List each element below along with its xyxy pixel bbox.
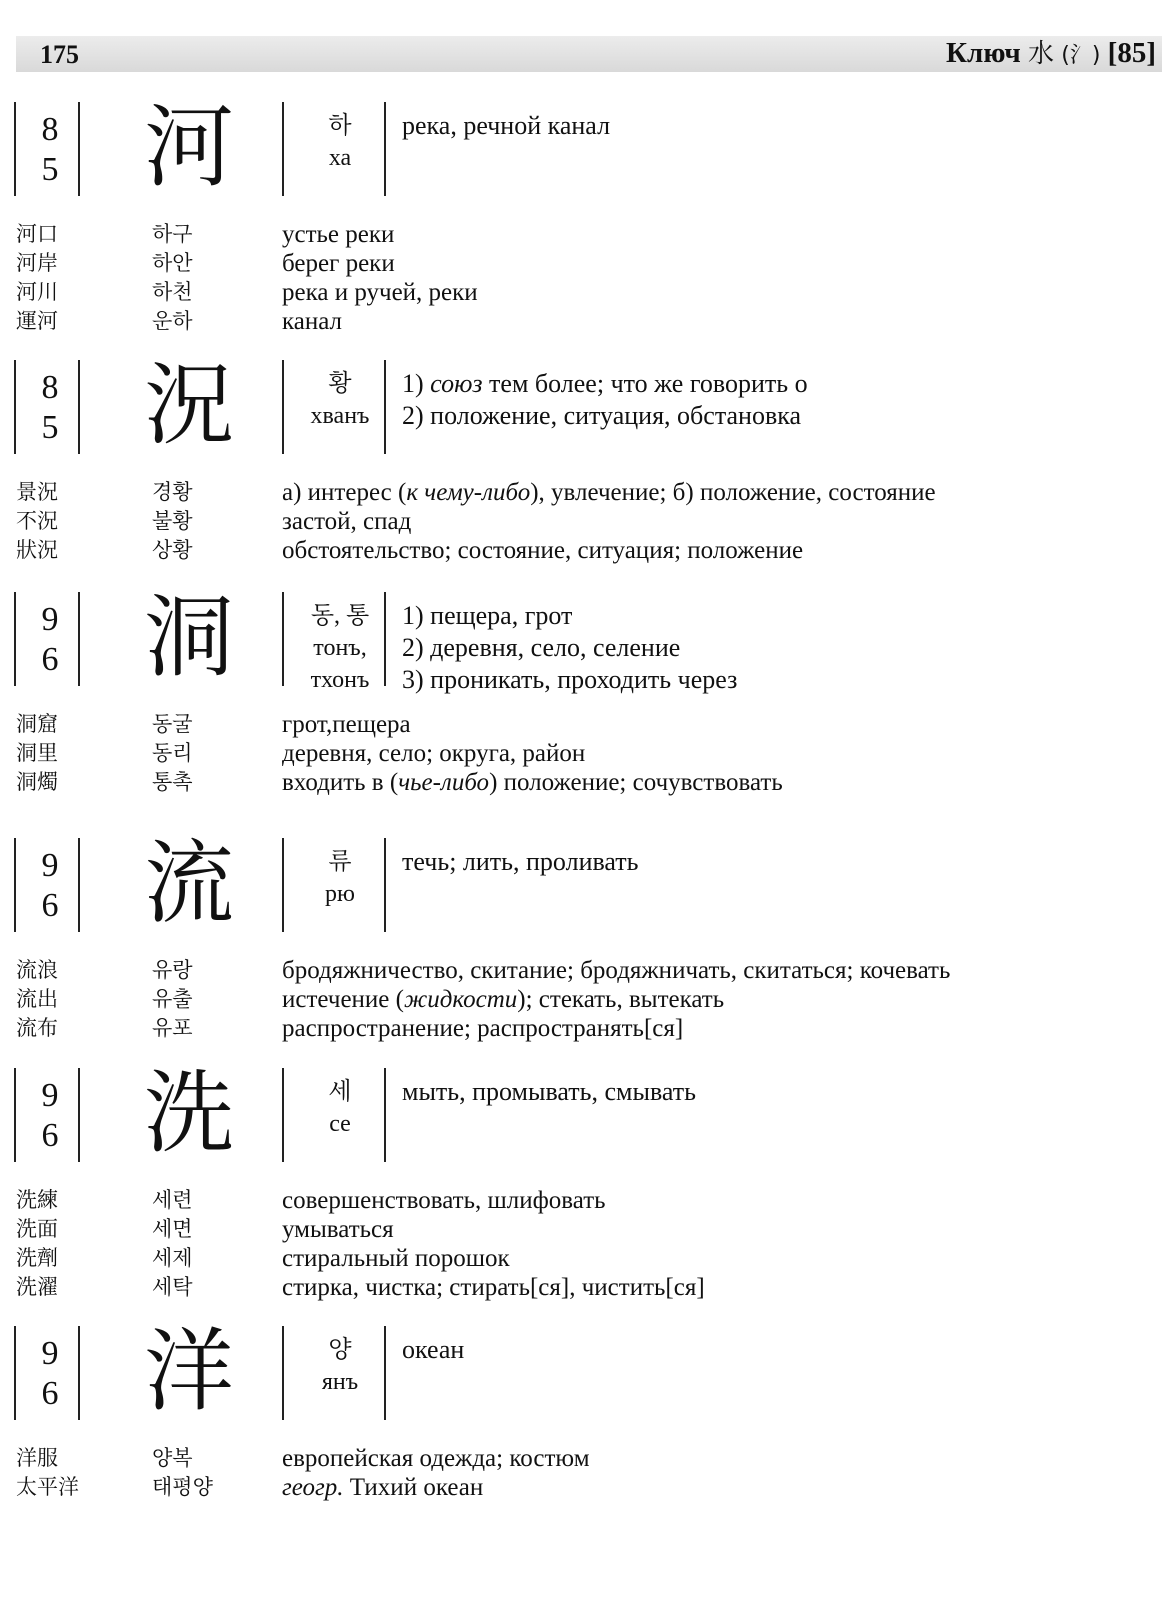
compound-hangul: 하구	[152, 222, 193, 246]
reading-line: 류	[328, 849, 352, 875]
reading-line: ха	[328, 145, 352, 171]
stroke-count	[22, 1076, 78, 1156]
stroke-digit: 8	[41, 111, 59, 148]
compound-row	[0, 1244, 1168, 1273]
meaning-text: 2) деревня, село, селение	[402, 633, 681, 662]
compound-translation	[282, 1473, 483, 1502]
meaning-line	[402, 1334, 1142, 1366]
column-rule	[282, 102, 284, 196]
radical-index: [85]	[1107, 37, 1156, 69]
compound-hanja: 景況	[16, 480, 58, 504]
meaning-line	[402, 368, 1142, 400]
compound-translation	[282, 739, 585, 768]
translation-text: стирка, чистка; стирать[ся], чистить[ся]	[282, 1274, 705, 1301]
compound-translation	[282, 220, 394, 249]
meanings	[402, 1334, 1142, 1366]
translation-text: устье реки	[282, 221, 395, 248]
readings	[290, 600, 390, 696]
compound-row	[0, 536, 1168, 565]
stroke-digit: 9	[41, 847, 59, 884]
reading-line: тонъ,	[313, 635, 367, 661]
compound-row	[0, 768, 1168, 797]
entry-head	[0, 831, 1168, 936]
meanings	[402, 1076, 1142, 1108]
compound-hanja: 洗練	[16, 1188, 58, 1212]
page-number: 175	[40, 40, 79, 69]
entry-head	[0, 1319, 1168, 1424]
compound-row	[0, 985, 1168, 1014]
reading-line: 동, 통	[310, 603, 370, 629]
compounds-list	[0, 956, 1168, 1043]
translation-text: распространение; распространять[ся]	[282, 1015, 684, 1042]
compound-hanja: 不況	[16, 509, 58, 533]
compound-translation	[282, 307, 342, 336]
meaning-line	[402, 600, 1142, 632]
compound-translation	[282, 1186, 606, 1215]
entry-head	[0, 353, 1168, 458]
column-rule	[78, 592, 80, 686]
column-rule	[282, 838, 284, 932]
stroke-digit: 9	[41, 1077, 59, 1114]
compound-hangul: 통촉	[152, 770, 193, 794]
translation-text: умываться	[282, 1216, 394, 1243]
compound-translation	[282, 1244, 510, 1273]
compound-hanja: 洞窟	[16, 712, 58, 736]
compound-row	[0, 1444, 1168, 1473]
readings	[290, 846, 390, 910]
compound-row	[0, 1215, 1168, 1244]
compound-row	[0, 1273, 1168, 1302]
compound-hanja: 洞燭	[16, 770, 58, 794]
meanings	[402, 110, 1142, 142]
reading-line: се	[329, 1111, 351, 1137]
compound-hanja: 流浪	[16, 958, 58, 982]
radical-char: 水	[1027, 39, 1054, 69]
stroke-digit: 6	[41, 1117, 59, 1154]
translation-italic: геогр.	[282, 1474, 344, 1501]
translation-text: стиральный порошок	[282, 1245, 510, 1272]
stroke-digit: 5	[41, 151, 59, 188]
meaning-italic: союз	[430, 369, 483, 398]
stroke-count	[22, 600, 78, 680]
entry	[0, 1061, 1168, 1302]
meaning-text: 3) проникать, проходить через	[402, 665, 738, 694]
compound-hangul: 태평양	[152, 1475, 213, 1499]
entry-head	[0, 1061, 1168, 1166]
column-rule	[282, 592, 284, 686]
compound-row	[0, 220, 1168, 249]
compound-hangul: 세면	[152, 1217, 193, 1241]
headword-char: 流	[144, 831, 234, 936]
translation-text: ), увлечение; б) положение, состояние	[530, 479, 936, 506]
meanings	[402, 600, 1142, 696]
compound-translation	[282, 1014, 683, 1043]
compound-translation	[282, 249, 395, 278]
compound-hangul: 세련	[152, 1188, 193, 1212]
column-rule	[282, 1326, 284, 1420]
reading-line: 양	[328, 1337, 352, 1363]
compound-row	[0, 1473, 1168, 1502]
compounds-list	[0, 478, 1168, 565]
compound-translation	[282, 507, 411, 536]
meaning-line	[402, 110, 1142, 142]
translation-text: ) положение; сочувствовать	[489, 769, 783, 796]
meaning-line	[402, 664, 1142, 696]
compound-hanja: 河岸	[16, 251, 58, 275]
column-rule	[14, 1068, 16, 1162]
column-rule	[78, 1068, 80, 1162]
compound-row	[0, 307, 1168, 336]
reading-line: 세	[328, 1079, 352, 1105]
readings	[290, 1076, 390, 1140]
compound-hangul: 경황	[152, 480, 193, 504]
compounds-list	[0, 1444, 1168, 1502]
compound-hangul: 불황	[152, 509, 193, 533]
compounds-list	[0, 1186, 1168, 1302]
meaning-line	[402, 1076, 1142, 1108]
entry	[0, 585, 1168, 797]
translation-italic: жидкости	[403, 986, 518, 1013]
column-rule	[78, 838, 80, 932]
compound-row	[0, 1186, 1168, 1215]
compound-translation	[282, 956, 950, 985]
translation-text: а) интерес (	[282, 479, 407, 506]
column-rule	[14, 1326, 16, 1420]
meanings	[402, 368, 1142, 432]
readings	[290, 368, 390, 432]
compound-hanja: 河川	[16, 280, 58, 304]
compound-hanja: 洗濯	[16, 1275, 58, 1299]
compound-translation	[282, 710, 411, 739]
headword-char: 況	[144, 353, 234, 458]
headword-char: 洋	[144, 1319, 234, 1424]
compound-translation	[282, 768, 783, 797]
meaning-line	[402, 632, 1142, 664]
meaning-line	[402, 400, 1142, 432]
stroke-digit: 9	[41, 601, 59, 638]
reading-line: 황	[328, 371, 352, 397]
translation-text: бродяжничество, скитание; бродяжничать, скитаться; кочевать	[282, 957, 951, 984]
translation-text: европейская одежда; костюм	[282, 1445, 590, 1472]
compound-hangul: 세탁	[152, 1275, 193, 1299]
entry	[0, 831, 1168, 1043]
column-rule	[14, 360, 16, 454]
reading-line: янъ	[321, 1369, 359, 1395]
compound-hangul: 동리	[152, 741, 193, 765]
entry	[0, 353, 1168, 565]
compound-row	[0, 507, 1168, 536]
translation-italic: чье-либо	[398, 769, 490, 796]
translation-text: Тихий океан	[343, 1474, 484, 1501]
compound-hangul: 상황	[152, 538, 193, 562]
compound-translation	[282, 536, 803, 565]
translation-text: истечение (	[282, 986, 404, 1013]
compound-translation	[282, 1444, 590, 1473]
entry-head	[0, 585, 1168, 694]
compound-hanja: 洗劑	[16, 1246, 58, 1270]
compound-hangul: 유출	[152, 987, 193, 1011]
compound-row	[0, 278, 1168, 307]
radical-heading	[946, 36, 1156, 73]
stroke-digit: 6	[41, 1375, 59, 1412]
entry-head	[0, 95, 1168, 200]
stroke-count	[22, 368, 78, 448]
compound-row	[0, 1014, 1168, 1043]
reading-line: 하	[328, 113, 352, 139]
column-rule	[14, 592, 16, 686]
compound-hangul: 세제	[152, 1246, 193, 1270]
reading-line: хванъ	[310, 403, 370, 429]
compound-translation	[282, 278, 478, 307]
meaning-line	[402, 846, 1142, 878]
compound-translation	[282, 985, 724, 1014]
compound-translation	[282, 1215, 394, 1244]
entry	[0, 1319, 1168, 1502]
reading-line: рю	[325, 881, 355, 907]
meaning-text: река, речной канал	[402, 111, 611, 140]
headword-char: 洞	[144, 585, 234, 690]
headword-char: 河	[144, 95, 234, 200]
translation-text: берег реки	[282, 250, 395, 277]
entry	[0, 95, 1168, 336]
readings	[290, 110, 390, 174]
compound-hanja: 狀況	[16, 538, 58, 562]
column-rule	[78, 102, 80, 196]
compound-hangul: 양복	[152, 1446, 193, 1470]
column-rule	[78, 360, 80, 454]
stroke-digit: 9	[41, 1335, 59, 1372]
compound-row	[0, 478, 1168, 507]
meaning-text: 1) пещера, грот	[402, 601, 573, 630]
stroke-digit: 5	[41, 409, 59, 446]
translation-text: канал	[282, 308, 343, 335]
compound-translation	[282, 1273, 705, 1302]
column-rule	[78, 1326, 80, 1420]
compound-hangul: 운하	[152, 309, 193, 333]
translation-text: ); стекать, вытекать	[517, 986, 725, 1013]
meaning-text: тем более; что же говорить о	[482, 369, 808, 398]
translation-text: совершенствовать, шлифовать	[282, 1187, 606, 1214]
meaning-text: мыть, промывать, смывать	[402, 1077, 696, 1106]
translation-text: грот,пещера	[282, 711, 411, 738]
column-rule	[14, 838, 16, 932]
meaning-text: океан	[402, 1335, 465, 1364]
stroke-digit: 6	[41, 887, 59, 924]
compound-hangul: 유포	[152, 1016, 193, 1040]
compounds-list	[0, 220, 1168, 336]
compound-row	[0, 249, 1168, 278]
compound-row	[0, 739, 1168, 768]
radical-variant: (氵)	[1061, 43, 1101, 68]
translation-text: застой, спад	[282, 508, 412, 535]
reading-line: тхонъ	[310, 667, 370, 693]
translation-text: деревня, село; округа, район	[282, 740, 586, 767]
column-rule	[14, 102, 16, 196]
compound-hanja: 河口	[16, 222, 58, 246]
stroke-digit: 6	[41, 641, 59, 678]
translation-italic: к чему-либо	[406, 479, 531, 506]
column-rule	[282, 1068, 284, 1162]
compound-hangul: 하천	[152, 280, 193, 304]
compound-hanja: 洞里	[16, 741, 58, 765]
headword-char: 洗	[144, 1061, 234, 1166]
translation-text: входить в (	[282, 769, 399, 796]
stroke-count	[22, 846, 78, 926]
stroke-count	[22, 1334, 78, 1414]
compound-hanja: 洋服	[16, 1446, 58, 1470]
compound-hanja: 流布	[16, 1016, 58, 1040]
meaning-text: 2) положение, ситуация, обстановка	[402, 401, 802, 430]
compound-hanja: 流出	[16, 987, 58, 1011]
compound-hanja: 運河	[16, 309, 58, 333]
compound-row	[0, 710, 1168, 739]
meaning-text: течь; лить, проливать	[402, 847, 639, 876]
stroke-count	[22, 110, 78, 190]
compound-hanja: 洗面	[16, 1217, 58, 1241]
meanings	[402, 846, 1142, 878]
compound-hanja: 太平洋	[16, 1475, 79, 1499]
compound-hangul: 유랑	[152, 958, 193, 982]
compound-hangul: 동굴	[152, 712, 193, 736]
compound-hangul: 하안	[152, 251, 193, 275]
radical-title-word: Ключ	[946, 37, 1021, 69]
translation-text: река и ручей, реки	[282, 279, 478, 306]
compound-row	[0, 956, 1168, 985]
translation-text: обстоятельство; состояние, ситуация; положение	[282, 537, 804, 564]
readings	[290, 1334, 390, 1398]
stroke-digit: 8	[41, 369, 59, 406]
compounds-list	[0, 710, 1168, 797]
column-rule	[282, 360, 284, 454]
running-header	[16, 36, 1162, 72]
compound-translation	[282, 478, 936, 507]
meaning-text: 1)	[402, 369, 431, 398]
